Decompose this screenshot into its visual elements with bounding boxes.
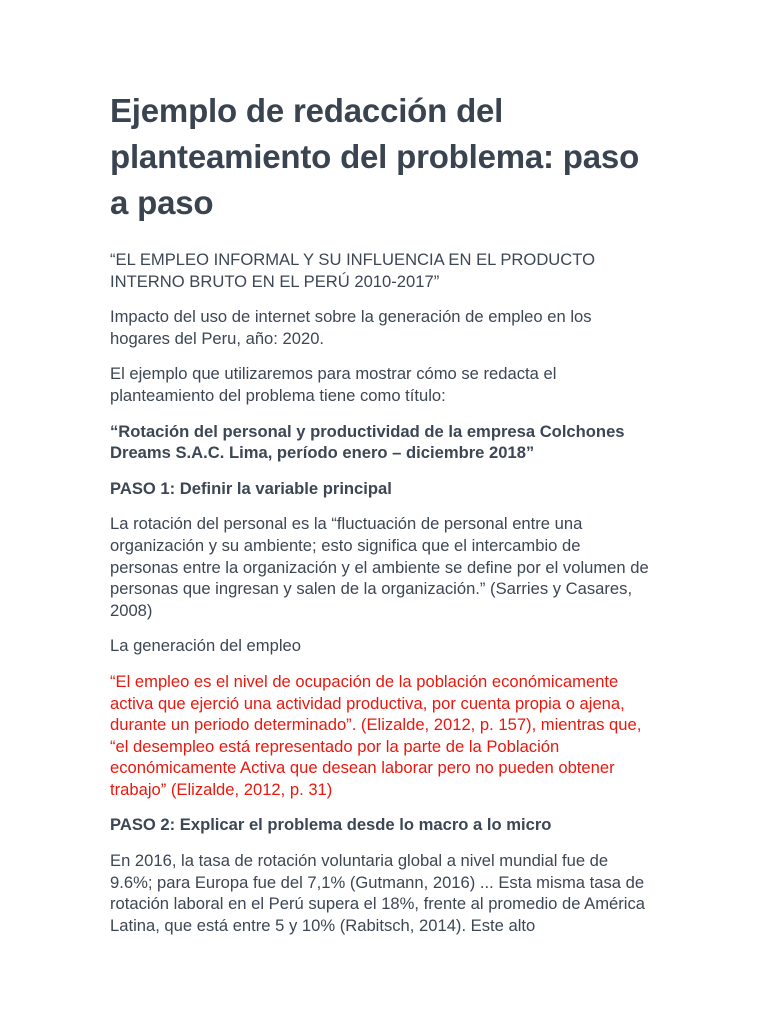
document-page	[110, 88, 650, 950]
employment-generation-label: La generación del empleo	[110, 636, 301, 656]
example-title-internet-impact: Impacto del uso de internet sobre la generación de empleo en los hogares del Peru, año: 2020.	[110, 307, 592, 348]
rotation-statistics-paragraph: En 2016, la tasa de rotación voluntaria global a nivel mundial fue de 9.6%; para Europa fue del 7,1% (Gutmann, 2016) ... Esta misma tasa de rotación laboral en el Perú supera el 18%, frente al promedio de América Latina, que está entre 5 y 10% (Rabitsch, 2014). Este alto	[110, 851, 645, 935]
step-1-heading: PASO 1: Definir la variable principal	[110, 478, 392, 498]
page-title: Ejemplo de redacción del planteamiento del problema: paso a paso	[110, 92, 640, 221]
example-title-informal-employment: “EL EMPLEO INFORMAL Y SU INFLUENCIA EN EL PRODUCTO INTERNO BRUTO EN EL PERÚ 2010-2017”	[110, 250, 596, 291]
employment-definition-quote: “El empleo es el nivel de ocupación de la población económicamente activa que ejerció una actividad productiva, por cuenta propia o ajena, durante un periodo determinado”. (Elizalde, 2012, p. 157), mientras que, “el desempleo está representado por la parte de la Población económicamente Activa que desean laborar pero no pueden obtener trabajo” (Elizalde, 2012, p. 31)	[110, 671, 642, 799]
definition-rotation: La rotación del personal es la “fluctuación de personal entre una organización y su ambiente; esto significa que el intercambio de personas entre la organización y el ambiente se define por el volumen de personas que ingresan y salen de la organización.” (Sarries y Casares, 2008)	[110, 514, 649, 620]
intro-paragraph: El ejemplo que utilizaremos para mostrar cómo se redacta el planteamiento del problema tiene como título:	[110, 364, 557, 405]
step-2-heading: PASO 2: Explicar el problema desde lo macro a lo micro	[110, 815, 552, 835]
example-title-rotation: “Rotación del personal y productividad de la empresa Colchones Dreams S.A.C. Lima, período enero – diciembre 2018”	[110, 421, 625, 463]
